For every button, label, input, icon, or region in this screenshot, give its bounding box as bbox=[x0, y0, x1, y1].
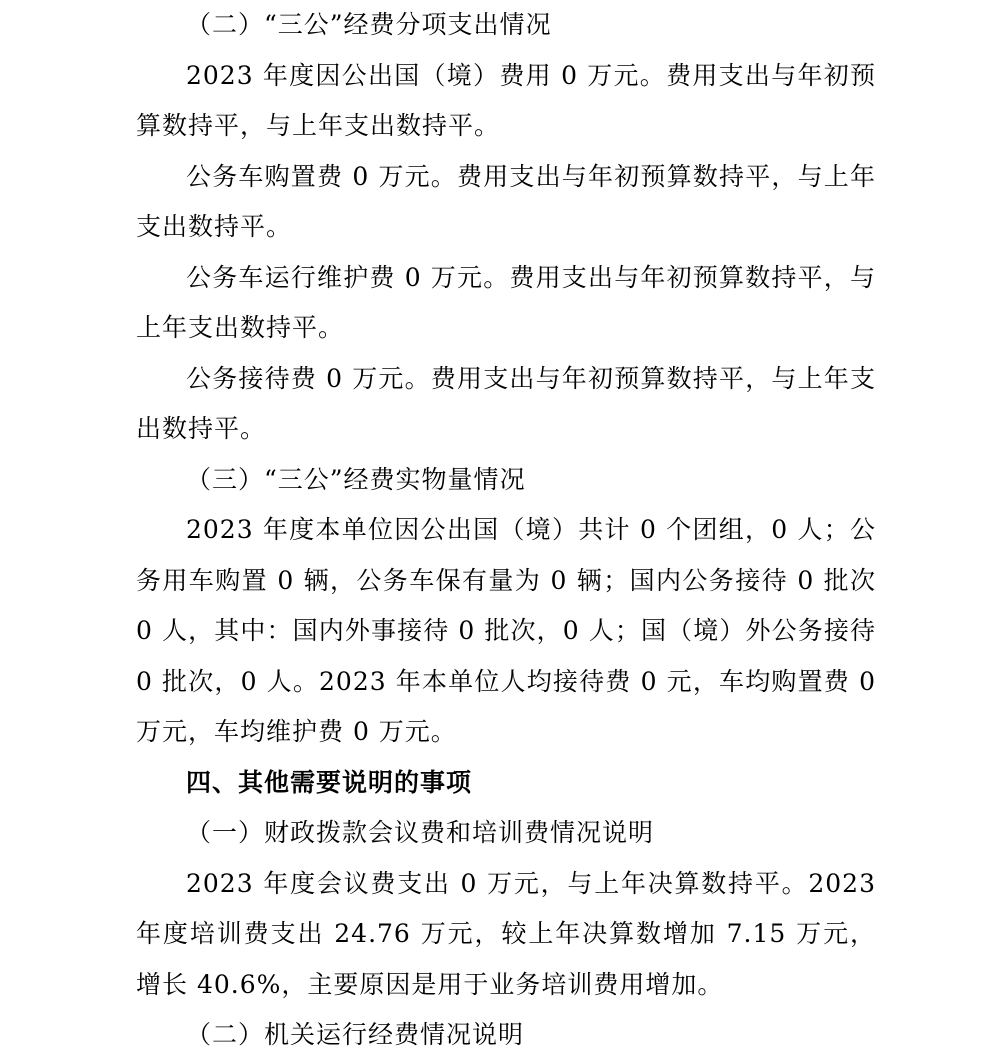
section-heading-san-gong-items: （二）“三公”经费分项支出情况 bbox=[186, 10, 552, 39]
section-heading-operating-costs: （二）机关运行经费情况说明 bbox=[186, 1020, 525, 1049]
section-heading-meeting-training: （一）财政拨款会议费和培训费情况说明 bbox=[186, 818, 655, 847]
document-body bbox=[136, 0, 876, 1061]
paragraph-physical-quantities: 2023 年度本单位因公出国（境）共计 0 个团组，0 人；公务用车购置 0 辆，公务车保有量为 0 辆；国内公务接待 0 批次 0 人，其中：国内外事接待 0 批次，0 人；国（境）外公务接待 0 批次，0 人。2023 年本单位人均接待费 0 元，车均购置费 0 万元，车均维护费 0 万元。 bbox=[136, 515, 876, 746]
paragraph-vehicle-purchase-cost: 公务车购置费 0 万元。费用支出与年初预算数持平，与上年支出数持平。 bbox=[136, 161, 876, 241]
paragraph-reception-cost: 公务接待费 0 万元。费用支出与年初预算数持平，与上年支出数持平。 bbox=[136, 363, 876, 443]
paragraph-vehicle-maintenance-cost: 公务车运行维护费 0 万元。费用支出与年初预算数持平，与上年支出数持平。 bbox=[136, 262, 876, 342]
paragraph-meeting-training-costs: 2023 年度会议费支出 0 万元，与上年决算数持平。2023 年度培训费支出 24.76 万元，较上年决算数增加 7.15 万元，增长 40.6%，主要原因是用于业务培训费用增加。 bbox=[136, 868, 876, 999]
paragraph-overseas-travel-cost: 2023 年度因公出国（境）费用 0 万元。费用支出与年初预算数持平，与上年支出数持平。 bbox=[136, 60, 876, 140]
section-heading-other-matters: 四、其他需要说明的事项 bbox=[186, 767, 473, 797]
section-heading-san-gong-physical: （三）“三公”经费实物量情况 bbox=[186, 464, 526, 494]
